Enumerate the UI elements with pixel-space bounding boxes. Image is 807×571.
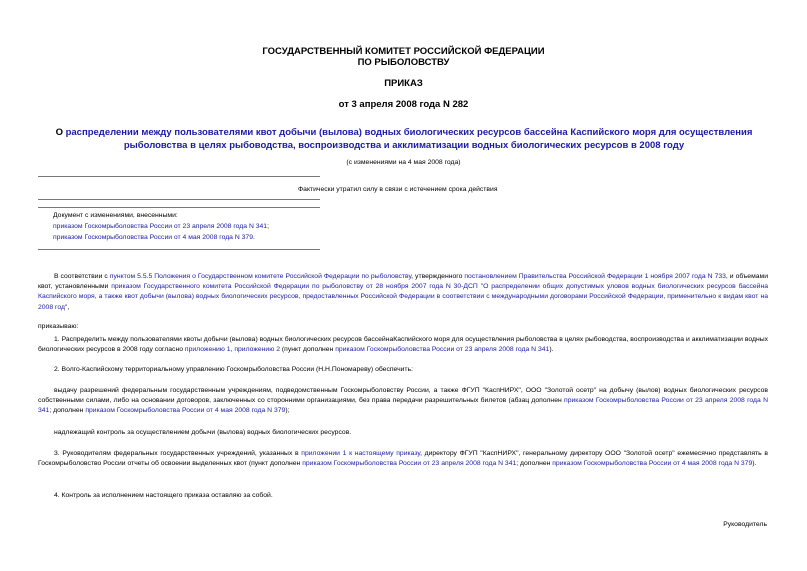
amendment-link-341[interactable]: приказом Госкомрыболовства России от 23 апреля 2008 года N 341 (302, 460, 517, 468)
text-run: выдачу разрешений федеральным государственным учреждениям, подведомственным Госкомрыболовству России, а также ФГУП "КаспНИРХ", ООО "Золотой осетр" на добычу (вылов) водных биологических ресурсов собственными силами, либо на основании договоров, заключенных со сторонними организациями, без права передачи разрешительных билетов (абзац дополнен (38, 387, 768, 405)
amendment-link-379[interactable]: приказом Госкомрыболовства России от 4 мая 2008 года N 379 (552, 460, 753, 468)
divider (38, 199, 320, 200)
item-2b: надлежащий контроль за осуществлением добычи (вылова) водных биологических ресурсов. (54, 429, 352, 436)
changes-line-2 (53, 233, 255, 243)
order-word: приказываю: (38, 323, 79, 330)
item-2: 2. Волго-Каспийскому территориальному управлению Госкомрыболовства России (Н.Н.Пономареву) обеспечить: (54, 366, 413, 373)
divider (38, 207, 320, 208)
text-run: , (67, 303, 70, 311)
item-4: 4. Контроль за исполнением настоящего приказа оставляю за собой. (54, 492, 273, 499)
text-run: 1. Распределить между пользователями квоты добычи (вылова) водных биологических ресурсов бассейнаКаспийского моря для осуществления рыболовства в целях рыбоводства, воспроизводства и акклиматизации водных биологических ресурсов в 2008 году согласно (38, 336, 768, 354)
text-run: ). (549, 346, 554, 354)
amendment-note: (с изменениями на 4 мая 2008 года) (346, 159, 461, 166)
org-name-line1: ГОСУДАРСТВЕННЫЙ КОМИТЕТ РОССИЙСКОЙ ФЕДЕРАЦИИ (262, 46, 545, 57)
text-run: ). (752, 460, 757, 468)
signature: Руководитель (723, 521, 767, 528)
text-run: (пункт дополнен (279, 346, 336, 354)
changes-intro: Документ с изменениями, внесенными: (53, 212, 178, 219)
org-name-line2: ПО РЫБОЛОВСТВУ (357, 57, 450, 68)
item-2a (38, 386, 768, 417)
text-run: , директору ФГУП "КаспНИРХ", генеральному директору ООО "Золотой осетр" ежемесячно представлять в Госкомрыболовство России отчеты об освоении выделенных квот (пункт дополнен (38, 450, 768, 468)
item-3 (38, 449, 768, 469)
link-appendix-1[interactable]: приложению 1 (184, 346, 231, 354)
amendment-link-341[interactable]: приказом Госкомрыболовства России от 23 апреля 2008 года N 341 (335, 346, 550, 354)
doc-title (34, 126, 774, 152)
divider (38, 249, 320, 250)
preamble-paragraph (38, 272, 768, 313)
link-appendix-1-order[interactable]: приложении 1 к настоящему приказу (301, 450, 421, 457)
changes-sep: . (253, 234, 255, 241)
link-order-30-dsp[interactable]: приказом Государственного комитета Российской Федерации по рыболовству от 28 ноября 2007 года N 30-ДСП "О распределении общих допустимых уловов водных биологических ресурсов бассейна Каспийского моря, а также квот добычи (вылова) водных биологических ресурсов, предоставленных Российской Федерации в соответствии с международными договорами Российской Федерации, применительно к видам квот на 2008 год" (38, 283, 768, 311)
amendment-link-341[interactable]: приказом Госкомрыболовства России от 23 апреля 2008 года N 341 (53, 223, 268, 230)
link-regulation-5-5-5[interactable]: пунктом 5.5.5 Положения о Государственном комитете Российской Федерации по рыболовству (109, 273, 412, 280)
doc-title-prefix: О (55, 127, 66, 138)
text-run: , и объемами квот, установленными (38, 273, 768, 291)
doc-title-link[interactable]: распределении между пользователями квот добычи (вылова) водных биологических ресурсов бассейна Каспийского моря для осуществления рыболовства в целях рыбоводства, воспроизводства и акклиматизации водных биологических ресурсов в 2008 году (65, 127, 753, 151)
text-run: ; дополнен (516, 460, 553, 468)
text-run: , (230, 346, 235, 354)
changes-sep: ; (267, 223, 269, 230)
text-run: ; дополнен (49, 407, 86, 415)
amendment-link-341[interactable]: приказом Госкомрыболовства России от 23 апреля 2008 года N 341 (38, 397, 768, 415)
divider (38, 176, 320, 177)
amendment-link-379[interactable]: приказом Госкомрыболовства России от 4 мая 2008 года N 379 (53, 234, 253, 241)
link-government-decree-733[interactable]: постановлением Правительства Российской Федерации 1 ноября 2007 года N 733 (464, 273, 726, 280)
amendment-link-379[interactable]: приказом Госкомрыболовства России от 4 мая 2008 года N 379 (85, 407, 286, 415)
doc-date: от 3 апреля 2008 года N 282 (338, 99, 469, 110)
changes-line-1 (53, 222, 269, 232)
item-1 (38, 335, 768, 355)
text-run: , утвержденного (411, 273, 465, 280)
text-run: В соответствии с (54, 273, 110, 280)
text-run: 3. Руководителям федеральных государственных учреждений, указанных в (54, 450, 302, 457)
link-appendix-2[interactable]: приложению 2 (234, 346, 280, 354)
text-run: ); (285, 407, 290, 415)
doc-type: ПРИКАЗ (384, 78, 423, 89)
status-note: Фактически утратил силу в связи с истечением срока действия (298, 186, 498, 193)
